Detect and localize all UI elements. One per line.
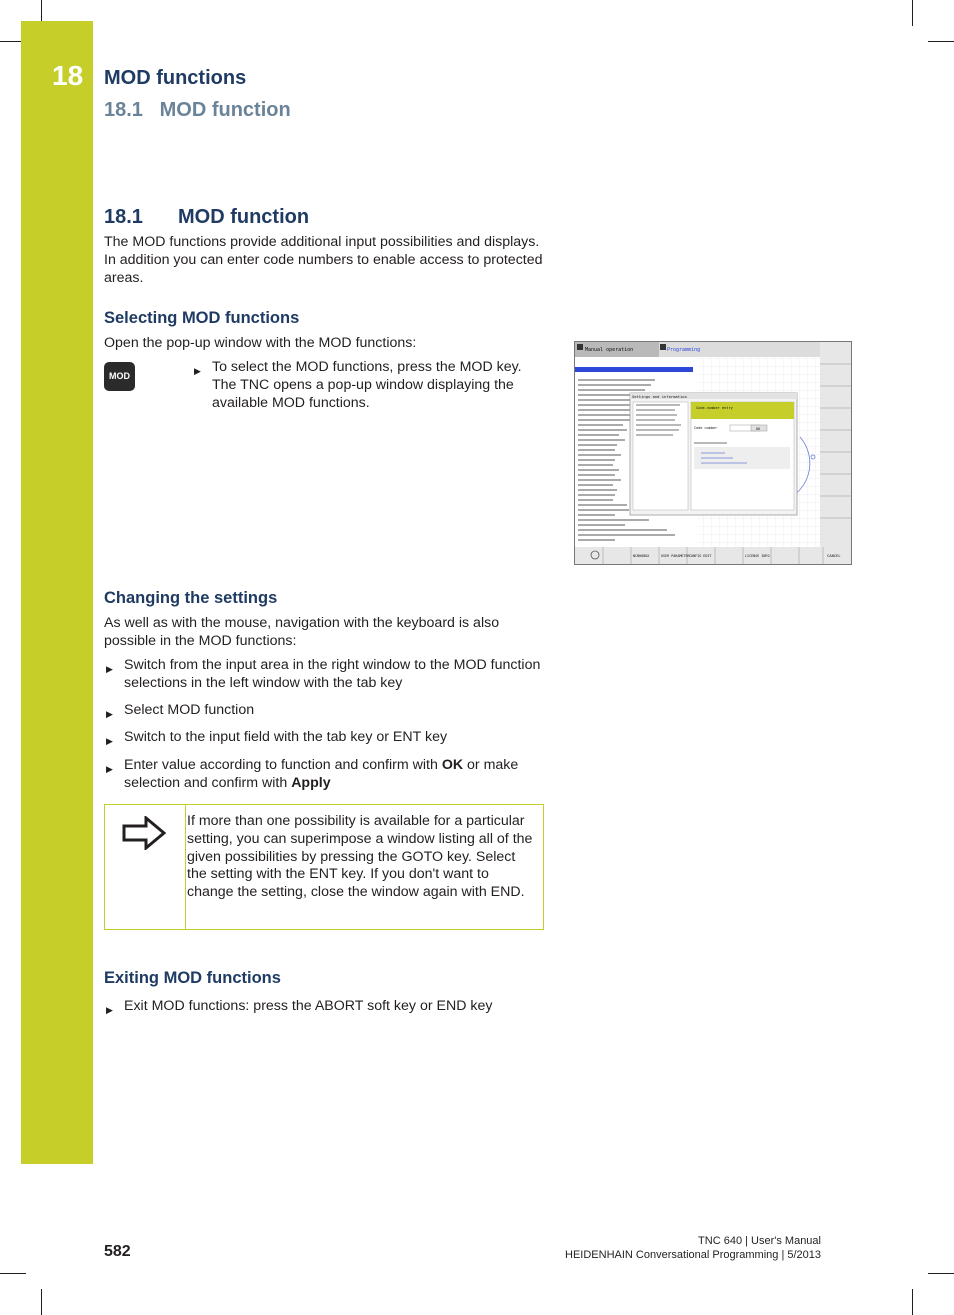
softkey-cancel: CANCEL (827, 553, 841, 558)
selecting-step (192, 359, 542, 412)
exiting-step-text: Exit MOD functions: press the ABORT soft key or END key (124, 998, 493, 1014)
ok-button: OK (756, 427, 761, 431)
changing-step-3-text: Switch to the input field with the tab key or ENT key (124, 729, 448, 745)
changing-step-4-text: Enter value according to function and confirm with OK or make selection and confirm with Apply (124, 757, 519, 791)
code-label: Code number (694, 426, 718, 430)
ok-keyword: OK (441, 757, 464, 773)
crop-mark (928, 41, 954, 42)
panel-title: Code-number entry (696, 406, 733, 410)
changing-step-1-text: Switch from the input area in the right window to the MOD function selections in the left window with the tab key (124, 657, 541, 691)
crop-mark (41, 1289, 42, 1315)
bullet-arrow-icon: ▶ (106, 764, 113, 774)
changing-lead: As well as with the mouse, navigation with the keyboard is also possible in the MOD functions: (104, 615, 500, 649)
note-arrow-icon (122, 816, 166, 855)
tab-programming: Programming (667, 347, 701, 353)
changing-step-4 (104, 757, 544, 793)
changing-step-2 (104, 702, 544, 720)
chapter-sidebar (21, 21, 93, 1164)
footer-line-1: TNC 640 | User's Manual (698, 1235, 821, 1247)
note-divider (185, 805, 186, 929)
bullet-arrow-icon: ▶ (106, 664, 113, 674)
section-heading (104, 206, 309, 229)
crop-mark (912, 0, 913, 26)
crop-mark (912, 1289, 913, 1315)
softkey-user-parameter: USER PARAMETER (661, 554, 690, 558)
section-heading-number: 18.1 (104, 206, 143, 228)
dialog-title: Settings and information (632, 394, 687, 399)
bullet-arrow-icon: ▶ (106, 709, 113, 719)
tnc-screenshot (574, 341, 852, 565)
softkey-license-info: LICENSE INFO (745, 554, 770, 558)
changing-step-1 (104, 657, 544, 693)
tnc-screen-drawing (575, 342, 851, 564)
section-heading-title: MOD function (178, 206, 310, 228)
softkey-ncbhobox: NCBHOBOX (633, 554, 650, 558)
exiting-heading: Exiting MOD functions (104, 969, 281, 987)
selecting-lead: Open the pop-up window with the MOD functions: (104, 335, 417, 351)
selecting-heading: Selecting MOD functions (104, 309, 300, 327)
tab-manual: Manual operation (585, 347, 634, 353)
section-title: MOD function (159, 99, 291, 121)
changing-step-2-text: Select MOD function (124, 702, 255, 718)
softkey-config-edit: CONFIG EDIT (689, 554, 712, 558)
chapter-number: 18 (52, 60, 84, 91)
footer-line-2: HEIDENHAIN Conversational Programming | 5/2013 (565, 1249, 821, 1261)
mod-key-icon: MOD (104, 362, 135, 391)
note-box (104, 804, 544, 930)
exiting-step (104, 998, 544, 1016)
crop-mark (928, 1273, 954, 1274)
note-text: If more than one possibility is available for a particular setting, you can superimpose a window listing all of the given possibilities by pressing the GOTO key. Select the setting with the ENT key. If you don't want to change the setting, close the window again with END. (187, 813, 533, 901)
page-number: 582 (104, 1243, 131, 1260)
intro-paragraph: The MOD functions provide additional input possibilities and displays. In addition you can enter code numbers to enable access to protected areas. (104, 234, 543, 286)
apply-keyword: Apply (291, 774, 331, 791)
running-header-chapter: MOD functions (104, 67, 247, 89)
crop-mark (0, 1273, 26, 1274)
section-number: 18.1 (104, 99, 143, 121)
bullet-arrow-icon: ▶ (106, 1005, 113, 1015)
running-header-section (104, 99, 291, 122)
changing-heading: Changing the settings (104, 589, 278, 607)
changing-step-3 (104, 729, 544, 747)
bullet-arrow-icon: ▶ (194, 366, 201, 376)
bullet-arrow-icon: ▶ (106, 736, 113, 746)
selecting-step-text: To select the MOD functions, press the MOD key. The TNC opens a pop-up window displaying the available MOD functions. (212, 359, 522, 411)
